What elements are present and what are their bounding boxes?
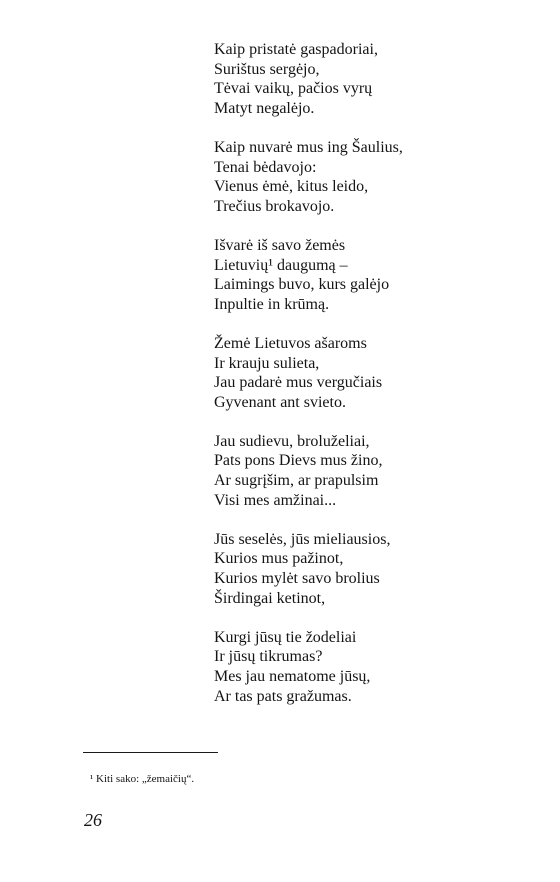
footnote: ¹ Kiti sako: „žemaičių“. [90, 773, 195, 785]
poem-line: Širdingai ketinot, [214, 589, 326, 607]
poem-line: Jau padarė mus vergučiais [214, 374, 383, 392]
poem-line: Jau sudievu, broluželiai, [214, 432, 370, 450]
poem-line: Vienus ėmė, kitus leido, [214, 178, 369, 196]
poem-line: Trečius brokavojo. [214, 197, 335, 215]
poem-line: Matyt negalėjo. [214, 99, 315, 117]
page-number: 26 [84, 810, 102, 830]
poem-line: Mes jau nematome jūsų, [214, 668, 371, 685]
poem-line: Ar sugrįšim, ar prapulsim [214, 472, 379, 490]
footnote-rule [83, 752, 218, 753]
poem-line: Tenai bėdavojo: [214, 158, 317, 176]
poem-line: Tėvai vaikų, pačios vyrų [214, 80, 373, 98]
poem-line: Visi mes amžinai... [214, 491, 337, 509]
poem-line: Jūs seselės, jūs mieliausios, [214, 530, 391, 548]
stanza-6 [214, 530, 403, 608]
poem-line: Ir krauju sulieta, [214, 354, 320, 372]
poem-line: Kurios mus pažinot, [214, 550, 344, 568]
stanza-1 [214, 40, 403, 118]
poem-line: Pats pons Dievs mus žino, [214, 452, 383, 470]
stanza-3 [214, 236, 403, 314]
poem-line: Ar tas pats gražumas. [214, 687, 352, 705]
poem-line: Kaip pristatė gaspadoriai, [214, 41, 378, 58]
poem-line: Išvarė iš savo žemės [214, 236, 346, 254]
stanza-4 [214, 334, 403, 412]
poem-line: Surištus sergėjo, [214, 60, 320, 78]
poem-line: Inpultie in krūmą. [214, 295, 330, 313]
poem-line: Gyvenant ant svieto. [214, 393, 346, 411]
poem-line: Kurgi jūsų tie žodeliai [214, 628, 357, 646]
stanza-7 [214, 628, 403, 706]
poem-line: Lietuvių¹ daugumą – [214, 256, 348, 274]
poem-line: Laimings buvo, kurs galėjo [214, 276, 390, 294]
poem [214, 40, 403, 726]
stanza-2 [214, 138, 403, 216]
stanza-5 [214, 432, 403, 510]
poem-line: Ir jūsų tikrumas? [214, 648, 323, 666]
poem-line: Kaip nuvarė mus ing Šaulius, [214, 138, 403, 156]
poem-line: Žemė Lietuvos ašaroms [214, 334, 367, 352]
poem-line: Kurios mylėt savo brolius [214, 570, 380, 588]
